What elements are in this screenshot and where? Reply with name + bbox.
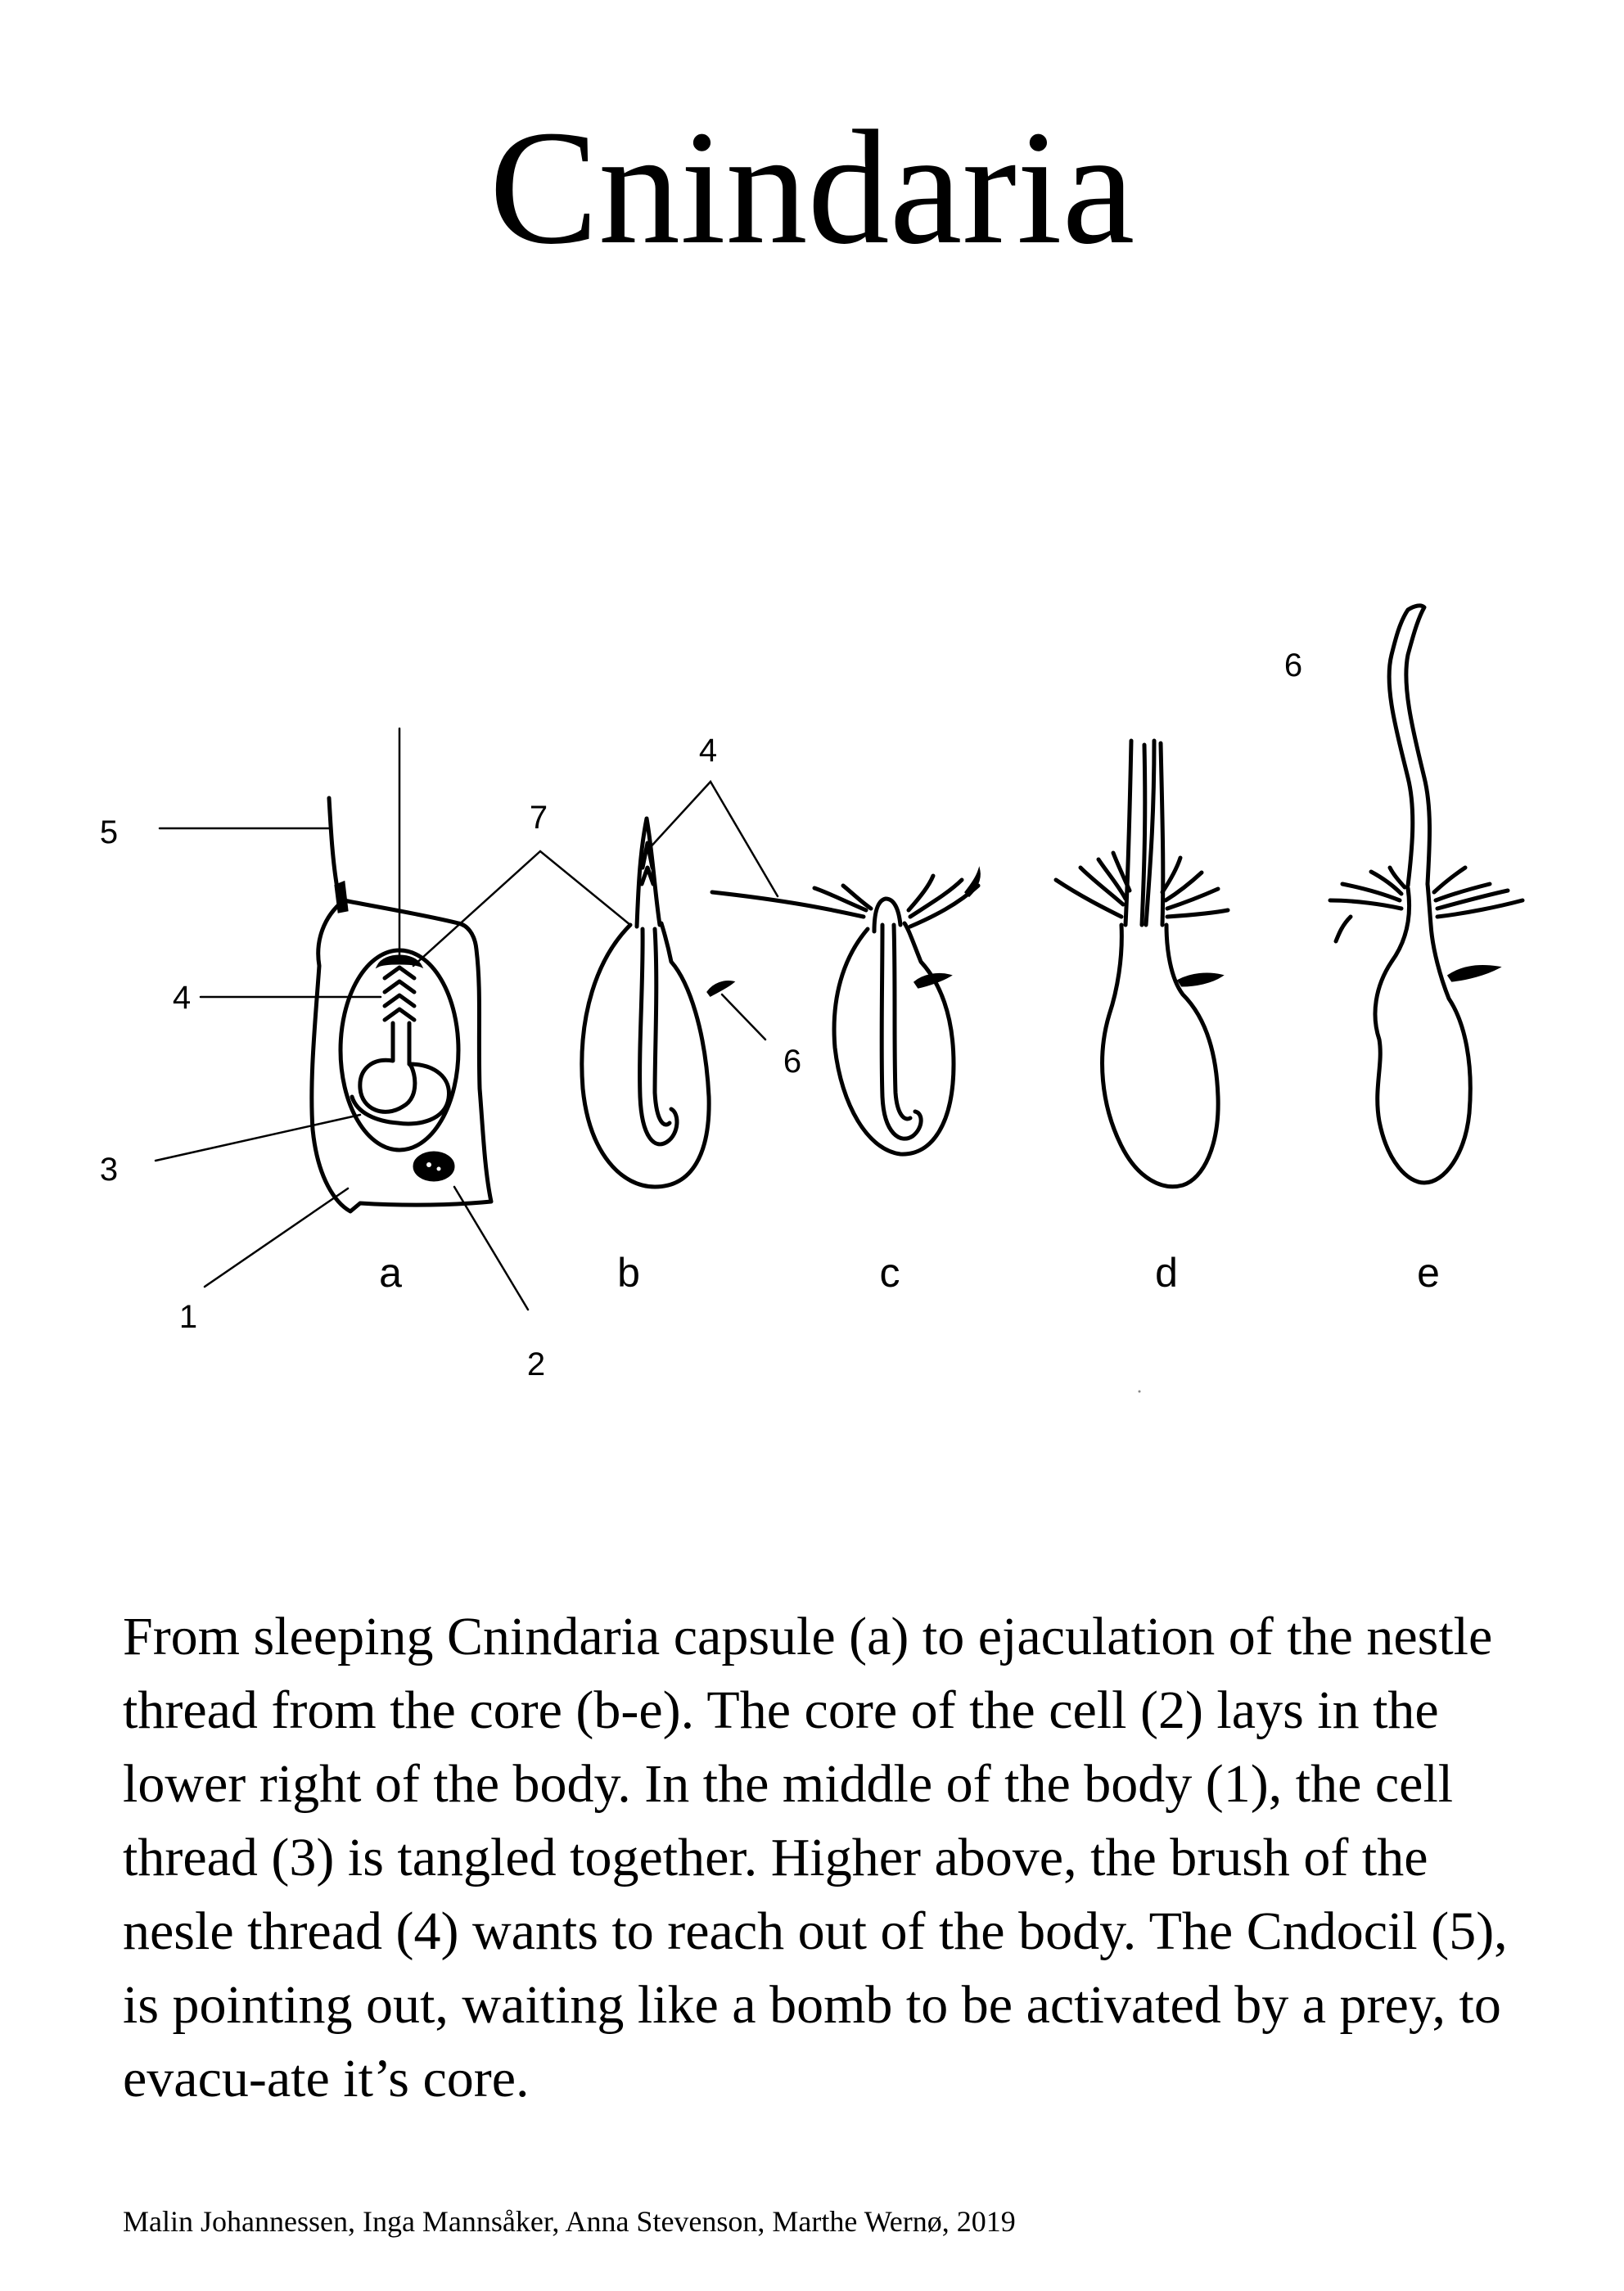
leader-3	[156, 1115, 360, 1161]
leader-7	[413, 851, 630, 966]
stage-d-cell	[1056, 741, 1228, 1187]
part-number-1: 1	[178, 1299, 198, 1335]
stage-e-body	[1375, 884, 1470, 1183]
stage-label-e: e	[1417, 1250, 1440, 1296]
cell-nucleus	[414, 1152, 453, 1180]
stage-label-a: a	[379, 1250, 402, 1296]
stage-e-thread	[1389, 606, 1429, 886]
credits-line: Malin Johannessen, Inga Mannsåker, Anna Stevenson, Marthe Wernø, 2019	[123, 2205, 1016, 2238]
stage-a-cell	[312, 798, 491, 1211]
leader-1	[205, 1188, 348, 1287]
leader-6-b	[722, 994, 765, 1040]
part-number-5: 5	[99, 814, 119, 850]
stage-b-barb-spine	[708, 982, 733, 996]
leader-2	[454, 1187, 528, 1310]
stage-label-b: b	[617, 1250, 640, 1296]
stage-c-barb-spine	[915, 974, 950, 987]
part-number-4-top: 4	[698, 733, 718, 769]
caption-paragraph: From sleeping Cnindaria capsule (a) to ejaculation of the nestle thread from the core (b-e). The core of the cell (2) lays in the lower right of the body. In the middle of the body (1), the cell thread (3) is tangled together. Higher above, the brush of the nesle thread (4) wants to reach out of the body. The Cndocil (5), is pointing out, waiting like a bomb to be activated by a prey, to evacu-ate it’s core.	[123, 1607, 1508, 2108]
capsule-brush	[385, 967, 414, 1020]
coiled-thread-loop	[352, 1064, 449, 1124]
stage-label-d: d	[1155, 1250, 1178, 1296]
stage-c-spines	[712, 871, 979, 927]
part-number-2: 2	[526, 1346, 546, 1382]
speck	[1139, 1391, 1141, 1393]
part-number-7: 7	[529, 800, 548, 836]
stage-labels	[379, 1250, 1440, 1296]
stage-c-thread	[882, 925, 921, 1139]
part-number-6-e: 6	[1283, 647, 1303, 683]
stage-d-barb-spine	[1179, 974, 1221, 985]
leader-4-top	[647, 782, 778, 896]
nucleus-dot	[426, 1162, 431, 1167]
cnidocil-base	[336, 882, 347, 912]
stage-b-body	[582, 923, 709, 1187]
stage-b-cell	[582, 819, 733, 1187]
stage-d-shaft	[1126, 741, 1163, 925]
stage-d-body	[1103, 925, 1219, 1187]
stage-c-neck	[874, 899, 900, 931]
part-numbers	[100, 647, 1302, 1382]
coiled-thread	[360, 1023, 415, 1112]
leader-lines	[156, 728, 778, 1310]
stage-e-barb-spine	[1449, 966, 1498, 981]
page-title: Cnindaria	[489, 97, 1135, 278]
stage-label-c: c	[879, 1250, 900, 1296]
stage-c-cell	[712, 871, 979, 1154]
part-number-6-b: 6	[783, 1044, 802, 1080]
part-number-3: 3	[99, 1152, 119, 1188]
part-number-4-a: 4	[172, 980, 192, 1016]
nucleus-dot	[437, 1167, 441, 1171]
stage-e-cell	[1330, 606, 1522, 1183]
